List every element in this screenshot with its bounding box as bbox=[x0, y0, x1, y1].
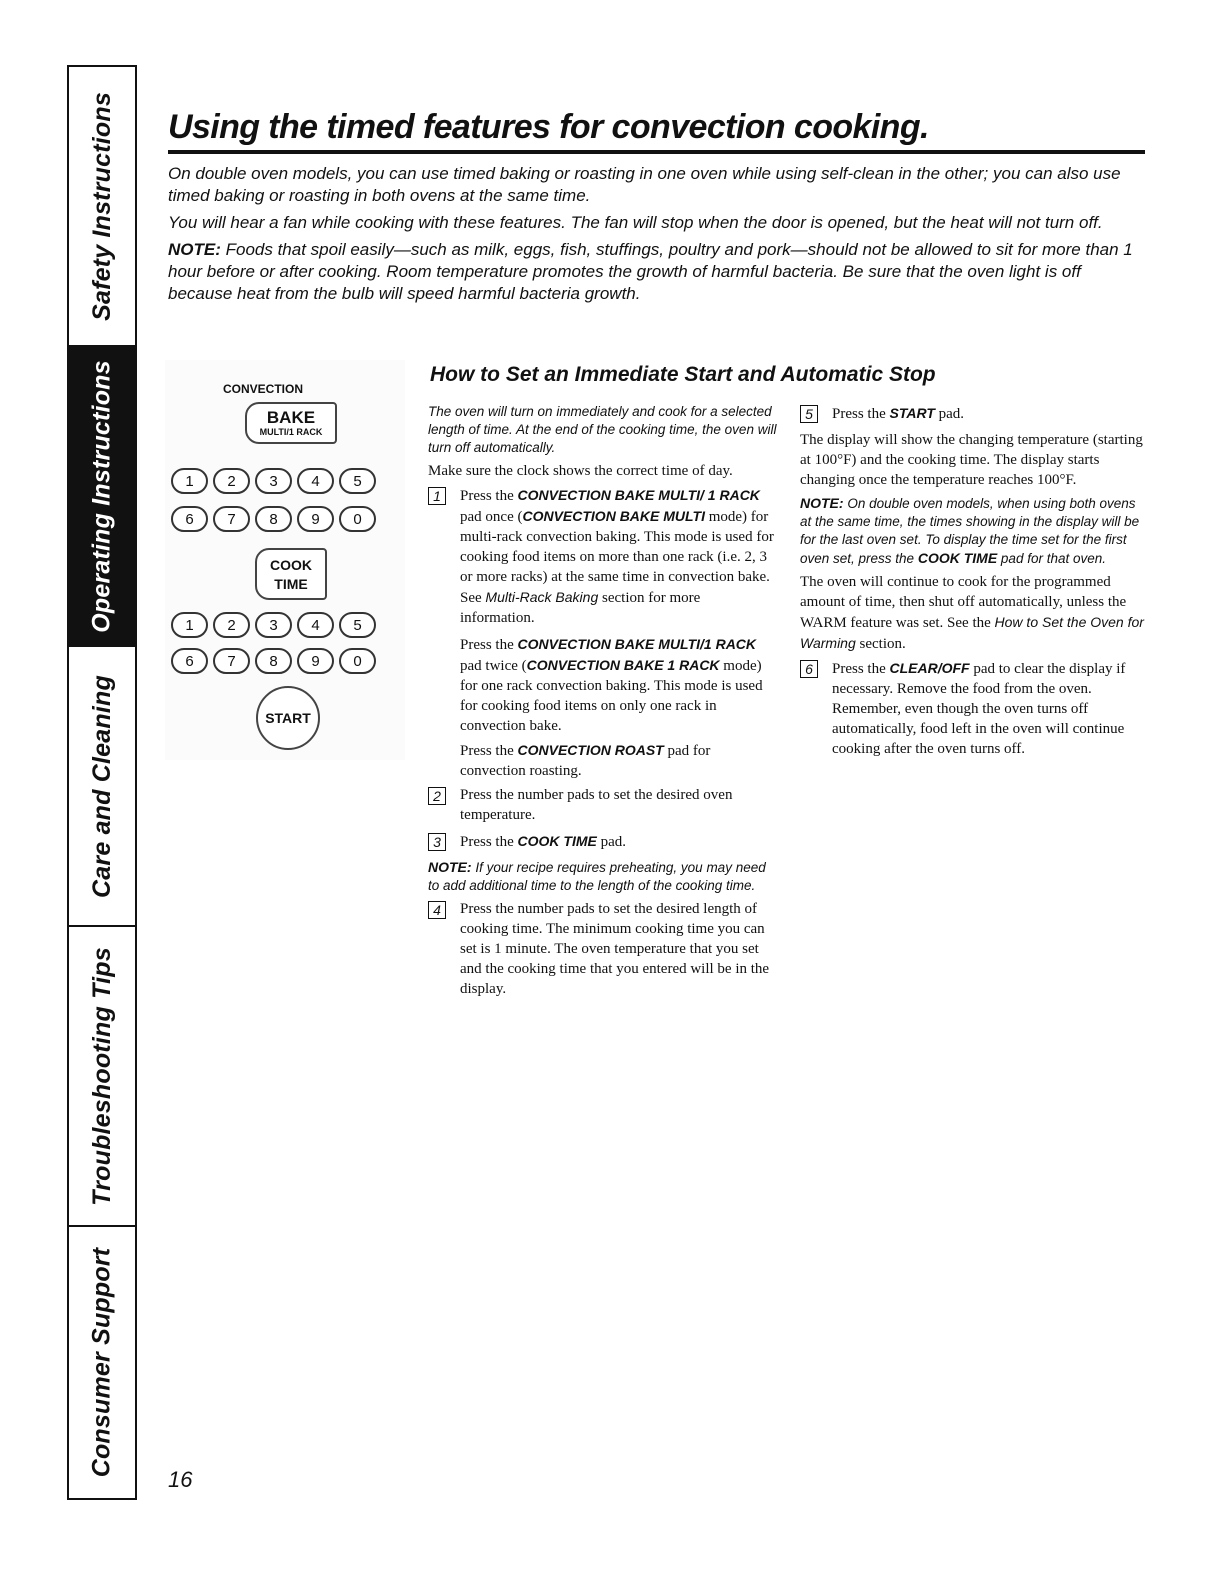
tab-consumer-support[interactable] bbox=[69, 1227, 135, 1498]
step-6 bbox=[800, 658, 1145, 759]
tab-safety-instructions[interactable] bbox=[69, 67, 135, 347]
page-number: 16 bbox=[168, 1467, 193, 1492]
number-pad-row-4 bbox=[171, 648, 376, 674]
number-key-3[interactable]: 3 bbox=[255, 468, 292, 494]
step-3 bbox=[428, 831, 778, 852]
note-label: NOTE: bbox=[800, 495, 844, 511]
number-key-1[interactable]: 1 bbox=[171, 612, 208, 638]
number-pad-row-2 bbox=[171, 506, 376, 532]
pad-name: START bbox=[889, 405, 935, 421]
step-number-5: 5 bbox=[800, 405, 818, 423]
pad-name: CLEAR/OFF bbox=[889, 660, 970, 676]
number-key-0[interactable]: 0 bbox=[339, 648, 376, 674]
note-text: Foods that spoil easily—such as milk, eggs, fish, stuffings, poultry and pork—should not be allowed to sit for more than 1 hour before or after cooking. Room temperature promotes the growth of harmful bacteria. Be sure that the oven light is off because heat from the bulb will speed harmful bacteria growth. bbox=[168, 240, 1133, 303]
section-reference: Multi-Rack Baking bbox=[485, 589, 599, 605]
step-1-option-2 bbox=[428, 634, 778, 736]
step-text: mode) for one rack convection baking. This mode is used for cooking food items on only one rack in convection bake. bbox=[460, 658, 763, 734]
number-pad-row-3 bbox=[171, 612, 376, 638]
make-sure-text: Make sure the clock shows the correct time of day. bbox=[428, 463, 733, 479]
number-key-6[interactable]: 6 bbox=[171, 506, 208, 532]
cook-time-pad[interactable] bbox=[255, 548, 327, 600]
note-preheating bbox=[428, 858, 778, 895]
number-key-2[interactable]: 2 bbox=[213, 468, 250, 494]
pad-name: CONVECTION BAKE 1 RACK bbox=[526, 657, 720, 673]
step-text: section for more information. bbox=[460, 590, 701, 626]
page-title: Using the timed features for convection cooking. bbox=[168, 108, 929, 146]
pad-name: CONVECTION ROAST bbox=[517, 742, 664, 758]
step-number-3: 3 bbox=[428, 833, 446, 851]
number-key-1[interactable]: 1 bbox=[171, 468, 208, 494]
number-key-6[interactable]: 6 bbox=[171, 648, 208, 674]
note-text: On double oven models, when using both ovens at the same time, the times showing in the display will be for the last oven set. To display the time set for the first oven set, press the bbox=[800, 496, 1140, 566]
continue-text bbox=[800, 572, 1145, 654]
step-text: Press the number pads to set the desired length of cooking time. The minimum cooking time you can set is 1 minute. The oven temperature that you set and the cooking time that you entered will be in the display. bbox=[460, 901, 770, 997]
number-key-9[interactable]: 9 bbox=[297, 506, 334, 532]
number-key-5[interactable]: 5 bbox=[339, 612, 376, 638]
bake-sub-label: MULTI/1 RACK bbox=[259, 427, 323, 437]
note-label: NOTE: bbox=[168, 240, 221, 259]
number-key-2[interactable]: 2 bbox=[213, 612, 250, 638]
pad-name: COOK TIME bbox=[517, 833, 597, 849]
step-4 bbox=[428, 899, 778, 999]
intro-paragraph-1: On double oven models, you can use timed baking or roasting in one oven while using self-clean in the other; you can also use timed baking or roasting in both ovens at the same time. bbox=[168, 164, 1121, 205]
tab-label: Consumer Support bbox=[87, 1247, 116, 1478]
step-text: Press the bbox=[832, 406, 890, 422]
section-reference: How to Set the Oven for Warming bbox=[800, 614, 1144, 651]
pad-name: COOK TIME bbox=[917, 550, 998, 566]
intro-text bbox=[168, 163, 1148, 310]
step-text: pad to clear the display if necessary. Remove the food from the oven. Remember, even though the oven turns off automatically, food left in the oven will continue cooking after the oven turns off. bbox=[832, 661, 1126, 757]
note-double-oven bbox=[800, 494, 1145, 568]
tab-care-and-cleaning[interactable] bbox=[69, 647, 135, 927]
section-heading: How to Set an Immediate Start and Automatic Stop bbox=[430, 363, 936, 386]
number-key-4[interactable]: 4 bbox=[297, 468, 334, 494]
step-1 bbox=[428, 485, 778, 628]
display-text: The display will show the changing temperature (starting at 100°F) and the cooking time. The display starts changing once the temperature reaches 100°F. bbox=[800, 432, 1143, 488]
title-rule bbox=[168, 150, 1145, 154]
tab-label: Safety Instructions bbox=[87, 91, 116, 321]
tab-operating-instructions[interactable] bbox=[69, 347, 135, 647]
step-text: pad. bbox=[596, 834, 627, 850]
bake-label: BAKE bbox=[266, 408, 316, 427]
time-label: TIME bbox=[274, 576, 308, 592]
number-key-3[interactable]: 3 bbox=[255, 612, 292, 638]
tab-label: Troubleshooting Tips bbox=[87, 946, 116, 1206]
pad-name: CONVECTION BAKE MULTI bbox=[522, 508, 705, 524]
note-text: If your recipe requires preheating, you may need to add additional time to the length of the cooking time. bbox=[428, 860, 766, 893]
tab-label: Operating Instructions bbox=[87, 359, 116, 633]
pad-name: CONVECTION BAKE MULTI/ 1 RACK bbox=[517, 487, 760, 503]
pad-name: CONVECTION BAKE MULTI/1 RACK bbox=[517, 636, 757, 652]
step-text: pad. bbox=[934, 406, 965, 422]
step-text: Press the bbox=[460, 743, 518, 759]
sidebar-nav bbox=[67, 65, 137, 1500]
step-text: pad for convection roasting. bbox=[460, 743, 711, 779]
step-text: mode) for multi-rack convection baking. This mode is used for cooking food items on more than one rack (i.e. 2, 3 or more racks) at the same time in convection bake. See bbox=[460, 509, 774, 606]
note-label: NOTE: bbox=[428, 859, 472, 875]
number-key-8[interactable]: 8 bbox=[255, 506, 292, 532]
number-key-4[interactable]: 4 bbox=[297, 612, 334, 638]
number-key-7[interactable]: 7 bbox=[213, 506, 250, 532]
number-pad-row-1 bbox=[171, 468, 376, 494]
step-text: pad twice ( bbox=[460, 658, 527, 674]
body-text: The oven will continue to cook for the programmed amount of time, then shut off automatically, unless the WARM feature was set. See the bbox=[800, 574, 1127, 631]
start-button[interactable]: START bbox=[256, 686, 320, 750]
step-2 bbox=[428, 785, 778, 825]
step-number-4: 4 bbox=[428, 901, 446, 919]
tab-label: Care and Cleaning bbox=[87, 674, 116, 898]
control-panel-illustration bbox=[165, 360, 405, 760]
number-key-5[interactable]: 5 bbox=[339, 468, 376, 494]
step-1-option-3 bbox=[428, 740, 778, 781]
step-number-2: 2 bbox=[428, 787, 446, 805]
body-text: section. bbox=[855, 636, 906, 652]
number-key-0[interactable]: 0 bbox=[339, 506, 376, 532]
step-text: Press the bbox=[460, 637, 518, 653]
intro-paragraph-2: You will hear a fan while cooking with these features. The fan will stop when the door is opened, but the heat will not turn off. bbox=[168, 213, 1103, 232]
step-text: Press the bbox=[460, 834, 518, 850]
cook-label: COOK bbox=[270, 557, 312, 573]
note-text: pad for that oven. bbox=[997, 551, 1106, 566]
step-number-6: 6 bbox=[800, 660, 818, 678]
instructions-column-right bbox=[800, 403, 1145, 765]
tab-troubleshooting-tips[interactable] bbox=[69, 927, 135, 1227]
step-text: Press the bbox=[460, 488, 518, 504]
convection-bake-pad[interactable] bbox=[245, 402, 337, 444]
step-5 bbox=[800, 403, 1145, 424]
number-key-9[interactable]: 9 bbox=[297, 648, 334, 674]
number-key-7[interactable]: 7 bbox=[213, 648, 250, 674]
step-text: pad once ( bbox=[460, 509, 523, 525]
step-number-1: 1 bbox=[428, 487, 446, 505]
convection-label: CONVECTION bbox=[223, 382, 304, 396]
step-text: Press the bbox=[832, 661, 890, 677]
instructions-column-left bbox=[428, 403, 778, 1005]
lead-text: The oven will turn on immediately and cook for a selected length of time. At the end of the cooking time, the oven will turn off automatically. bbox=[428, 404, 777, 455]
number-key-8[interactable]: 8 bbox=[255, 648, 292, 674]
intro-note bbox=[168, 239, 1148, 305]
step-text: Press the number pads to set the desired oven temperature. bbox=[460, 787, 733, 823]
